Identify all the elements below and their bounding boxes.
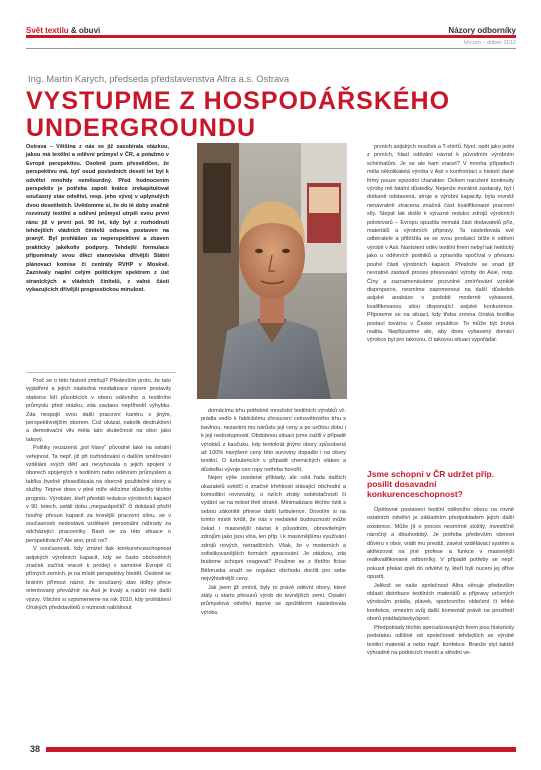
header-divider — [26, 48, 516, 49]
author-portrait-image — [197, 143, 347, 399]
article-title: VYSTUPME Z HOSPODÁŘSKÉHO UNDERGROUNDU — [26, 87, 451, 142]
page-header — [26, 26, 516, 66]
paragraph: Předpoklady těchto specializovaných firem jsou historicky podstatou odlišné od společností tehdejších se výrobě textilní materiál a nebo např. konfekce. Branže styl taktéž výhradně na podnicích menší a střední ve- — [367, 624, 515, 656]
page-number: 38 — [30, 744, 41, 754]
paragraph: Politiky nezazená „pol hlavy" původně také na ostatní veřejnost. Ta nepř. již při rozhodování o dalším směřování vzdělání svých dětí ani nevyhovala o jejich spojení v oborech spojených s textilním nebo oděvním průmyslem a takřka živelně přesedlávala na obecně použitelné obory a služby. Teprve dnes v plné míře sklízíme důsledky těchto prognóz. Výrobám, kteří přestáli redukce výrobních kapacit v 90. letech, ustáli dobu „megazápočtů" či dokázali přežít houfný přesun kapacit za levnější pracovní sílou, se v současnosti nedostává vzdělané personální náhrady za odcházející pracovníky. Bavit se za této situace o perspektivách? Ale ano, proč ne? — [26, 445, 171, 544]
lead-divider — [26, 372, 176, 373]
paragraph: V současnosti, kdy zmizel tlak konkurenceschopnost asijských výrobních kapacit, kdy se často obchodních značek začíná vracet k prodeji v samotné Evropě či přímých zemích, je na místě perspektivy hledět. Osobně se bráním přímout názor, že současný stav dolby přece orientovaný převážně na Asii je trvalý a nabízí mé další výzvy. Všichni si vzpomeneme na rok 2010, kdy prohlášení čínských představitelů o nutnosti nabídnout — [26, 546, 171, 611]
lead-paragraph: Ostrava – Většina z nás se již zasobírala otázkou, jakou má textilní a oděvní průmysl v ČR, a potažmo v Evropě perspektivu. Osobně jsem přesvědčen, že perspektivu má, byť osud posledních desetí let byl k odvětví mnohdy nemilosrdný. Před hodnocením perspektiv je potřeba zapoít krátce zrekapitulovat současný stav odvětví, resp. jeho vývoj v uplynulých dvou desetiletích. Uvědomme si, že do té doby značně rozvinutý textilní a oděvní průmysl utrpěl svou první ránu již v první pol. 90 let, kdy byl z rozhodnutí tehdejších vládních činitelů odsova postaven na pranýř. Byl prohlášen za neperspektivní a zbaven prakticky jakékoliv podpory. Tehdejší formulace připomínaly svou dikci stanoviska dřívější Státní plánovací komise či centrály RVHP v Moskvě. Zaznívaly naplní celým politickým spektrem z úst stranických a vládních činitelů, z valné části vykazujících dřívější prognostickou minulost. — [26, 144, 169, 293]
paragraph: Jelikož se naše společnost Altra věnuje především oblasti distribuce textilních materiálů a přípravy určených výrobcům prádla, plavek, sportovního oblečení či lehké konfekce, omezím svůj další komentář právě na prostředí oborů prádla/plavky/sport. — [367, 582, 514, 623]
issue-date: březen – duben 2012 — [464, 40, 516, 46]
article-subheading: Jsme schopni v ČR udržet příp. posílit dosavadní konkurenceschopnost? — [367, 469, 495, 499]
footer-red-bar — [46, 747, 516, 752]
paragraph: Opětovné postavení textilní oděvního oboru na rovně ostatních odvětví je základním předpokladem jejich další existence. Může jít o proces nesmírně složitý, investičně náročný a dlouhodobý. Je potřeba především obnovit důvěru v obor, vrátit mu prestiž, zavést vzdělávací systém a aktivizovat na jiné profese a funkce v masivnější reálkvalifikované odborníky. V případě potřeby se nepř. pokusit překat zpět do odvětví ty, kteří byli nuceni jej dříve opustit. — [367, 507, 514, 581]
article-byline: Ing. Martin Karych, předseda představenstva Altra a.s. Ostrava — [28, 73, 290, 84]
section-name-part1: Svět textilu — [26, 26, 69, 35]
paragraph: prvních asijských nosiček a T-shirtů. Nyní, opět jako jedni z prvních, hlasí oděvání návrat k původním výrobním schématům. Je se ale kam vracet? V mnoha případech měla několikaletá výroba v Asii v konfrontaci s historií dané firmy pouze epizodní charakter. Ovšem narušení kontinuity výroby mě fatální důsledky. Nejenže morálně zastaraly, byl i dotkaně odstavená, stroje a výrobní kapacity, byla rovněž nenávratně ztracena značná část kvalifikované pracovní síly. Stejně tak došlo k výrazné redukci zdrojů výrobních polotovarů – Evropu opustila nemalá část dodavatelů příz, materiálů a výrobních přípravy. Ta následovala své odběratele a přiblížila se se svou produkcí blíže k oděvní výrobě v Asii. Nastolení oděv textilní firem nebyl tak hektický jako u oděvních podniků a zpravidla spočíval v přesunu pouhé části výrobních kapacit. Přestože se snad již nevratně zastavil proces přesouvání výroby do Asie, resp. Číny a zaznamenáváme pozvolné zmírňování vzniklé disproporce, nesmíme zapomenout na další důsledek asijské anabáze v podobě moderně vybavené, kvalifikovanou silou disponující asijské konkurence. Připravme se na situaci, kdy třeba zrovna čínská textilka postaví továrnu v České republice. To může být brzká realita. Nepřipustme ale, aby dnes vybavený domácí výrobce byl pro takovou, či takovou situaci vypořádat. — [367, 144, 514, 344]
paragraph: domácímu trhu potřebné množství textilních výrobků vč. prádla vedlo k faktickému zhroucení celosvětového trhu s bavlnou, nezantmi mu nárůstu její ceny a po určitou dobu i k její nedostupnosti. Obdobnou situaci jsme zažili v případě výrobků z kaučuku, kdy tentokrát jinými obory způsobená až 100% navýšení ceny této suroviny dopadlo i na obory textilní. O turbulencích v případě chemických vláken a důsledku vývoje cen ropy netřeba hovořit. — [201, 408, 346, 473]
section-name-part2: & obuvi — [68, 26, 101, 35]
article-column-2 — [201, 407, 346, 617]
article-column-1 — [26, 377, 171, 612]
article-lead — [26, 143, 169, 294]
paragraph: Nejen výše uvedené příklady, ale celá řada dalších ukazatelů svědčí o značné křehkosti stávající obchodní a komoditní rovnováhy, o riziích ztráty soběstačnosti či vydání se na milost třetí straně. Minimalizace těchto rizik s sebou zákonitě přinese další turbulence. Dovolím si na tomto místě tvrdit, že nás v nedaleké budoucnosti může čekat i masivnější návrat k původním, obnovitelným zdrojům jako jsou vlna, len příp. i k masivnějšímu využívání zdrojů nových, netradičních. Však, že v moderních a sofistikovanějších formách zpracování. Je otázkou, zda budeme schopni reagovat? Použme se z třetího ficise Běloruska snaží se regulaci obchodu docílit pro sebe nejvýhodnější ceny. — [201, 475, 346, 583]
header-red-bar — [26, 35, 516, 38]
paragraph: Jak jsem již zmínil, byly to právě oděvní obory, které stály u startu přesunů výrob do levnějších zemí. Ostatní průmyslová odvětví teprve se zpožděním následovala výrobu — [201, 584, 346, 616]
paragraph: Proč se o této historii zmiňuji? Především proto, že tato vyjádření a jejich následná medializace rázem postavily statisíce lidí působících v oboru oděvního a textilního průmyslu před otázku, zda zavtaou nepříhodit výhybku. Zda nespojit svou další pracovní kariéru s jiným, perspektivnějším oborem. Což ukázal, nakolik destruktivní a demotivační vliv měla tato skutečnost na obor jako takový. — [26, 378, 171, 443]
author-photo — [197, 143, 347, 399]
section-name-left — [26, 26, 100, 35]
section-name-right: Názory odborníky — [448, 26, 516, 35]
article-column-4 — [367, 506, 514, 657]
article-column-3 — [367, 143, 514, 345]
